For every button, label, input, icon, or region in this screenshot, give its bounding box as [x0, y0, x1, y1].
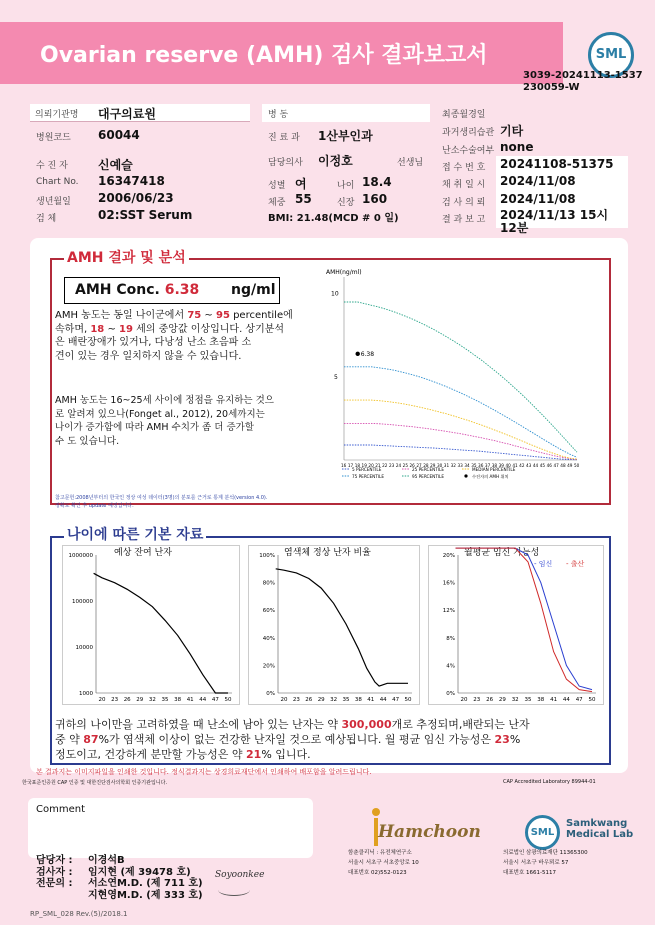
- x-tick-label: 49: [567, 463, 573, 468]
- x-tick-label: 16: [341, 463, 347, 468]
- y-tick-label: 0%: [266, 691, 275, 697]
- chart-frame: [249, 546, 420, 705]
- page-title: Ovarian reserve (AMH) 검사 결과보고서: [40, 43, 488, 68]
- y-tick-label: 12%: [442, 608, 455, 615]
- x-tick-label: 41: [186, 697, 194, 703]
- x-tick-label: 37: [484, 463, 491, 468]
- x-tick-label: 42: [519, 463, 525, 468]
- x-tick-label: 50: [224, 697, 232, 703]
- y-tick-label: 20%: [262, 663, 275, 670]
- x-tick-label: 18: [354, 463, 361, 468]
- footer-cert-right: CAP Accredited Laboratory 89944-01: [503, 779, 596, 785]
- x-tick-label: 32: [450, 463, 456, 468]
- x-tick-label: 25: [402, 463, 409, 468]
- series-line: [344, 423, 577, 459]
- x-tick-label: 20: [280, 697, 288, 703]
- normal-ratio-line: [276, 569, 408, 686]
- x-tick-label: 27: [416, 463, 422, 468]
- info-row-org: 의뢰기관명 대구의료원: [30, 104, 250, 122]
- x-tick-label: 20: [368, 463, 374, 468]
- x-tick-label: 41: [367, 697, 375, 703]
- pregnancy-line: [456, 548, 593, 692]
- chart-title: 월평균 임신 가능성: [464, 548, 540, 558]
- hamchoon-logo: Hamchoon: [378, 822, 481, 842]
- x-tick-label: 44: [532, 463, 539, 468]
- normal-egg-ratio-chart: [248, 545, 420, 705]
- patient-point: [356, 352, 360, 356]
- x-tick-label: 47: [211, 697, 219, 703]
- patient-point-label: 6.38: [360, 350, 375, 358]
- egg-count-line: [94, 573, 228, 693]
- y-tick-label: 60%: [262, 608, 275, 615]
- legend-label: 수진자의 AMH 위치: [472, 474, 509, 479]
- x-tick-label: 26: [305, 697, 313, 703]
- x-tick-label: 29: [317, 697, 325, 703]
- y-tick-label: 1000: [79, 691, 93, 697]
- y-tick-label: 20%: [442, 553, 455, 559]
- x-tick-label: 26: [486, 697, 494, 703]
- amh-analysis-text: AMH 농도는 동일 나이군에서 75 ~ 95 percentile에 속하며, 18 ~ 19 세의 중앙값 이상입니다. 상기분석 은 배란장애가 있거나, 다낭성 난소 초음파 소 견이 있는 경우 일치하지 않을 수 있습니다.: [55, 310, 293, 362]
- y-tick-label: 4%: [446, 663, 455, 670]
- x-tick-label: 31: [443, 463, 450, 468]
- info-col-1: [30, 104, 250, 122]
- y-tick-label: 100%: [259, 553, 275, 559]
- pregnancy-line: [456, 548, 593, 690]
- y-axis-label: AMH(ng/ml): [326, 269, 362, 276]
- egg-count-chart: [62, 545, 240, 705]
- x-tick-label: 29: [430, 463, 436, 468]
- x-tick-label: 38: [354, 697, 362, 703]
- signatures: 담당자 : 이경석B 검사자 : 임지현 (제 39478 호) 전문의 : 서소연M.D. (제 711 호) 지현영M.D. (제 333 호): [36, 855, 203, 901]
- series-line: [344, 367, 577, 458]
- x-tick-label: 24: [395, 463, 402, 468]
- basic-summary-text: 귀하의 나이만을 고려하였을 때 난소에 남아 있는 난자는 약 300,000개로 추정되며,배란되는 난자 중 약 87%가 염색체 이상이 없는 건강한 난자일 것으로 예상됩니다. 월 평균 임신 가능성은 23% 정도이고, 건강하게 분만할 가능성은 약 21% 입니다.: [55, 718, 530, 761]
- legend-label: 75 PERCENTILE: [352, 474, 385, 479]
- x-tick-label: 35: [471, 463, 477, 468]
- x-tick-label: 45: [539, 463, 546, 468]
- x-tick-label: 35: [524, 697, 532, 703]
- form-code: RP_SML_028 Rev.(5)/2018.1: [30, 910, 128, 918]
- x-tick-label: 41: [550, 697, 558, 703]
- sml-address: 의료법인 삼광의료재단 11365300 서울시 서초구 바우뫼로 57 대표번호 1661-5117: [503, 850, 588, 876]
- x-tick-label: 19: [361, 463, 367, 468]
- x-tick-label: 50: [404, 697, 412, 703]
- chart-title: 염색체 정상 난자 비율: [284, 548, 371, 558]
- x-tick-label: 44: [379, 697, 387, 703]
- y-tick-label: 10: [331, 290, 339, 298]
- x-tick-label: 21: [375, 463, 381, 468]
- x-tick-label: 39: [498, 463, 504, 468]
- series-line: [344, 302, 577, 452]
- x-tick-label: 30: [436, 463, 443, 468]
- legend-birth: - 출산: [566, 560, 585, 568]
- x-tick-label: 22: [382, 463, 388, 468]
- x-tick-label: 47: [553, 463, 559, 468]
- y-tick-label: 8%: [446, 635, 455, 642]
- signature-image: Soyoonkee: [215, 870, 265, 880]
- chart-frame: [429, 546, 604, 705]
- legend-label: 25 PERCENTILE: [412, 467, 445, 472]
- legend-label: 95 PERCENTILE: [412, 474, 445, 479]
- x-tick-label: 20: [460, 697, 468, 703]
- x-tick-label: 29: [136, 697, 144, 703]
- x-tick-label: 35: [342, 697, 350, 703]
- x-tick-label: 48: [560, 463, 566, 468]
- y-tick-label: 40%: [262, 635, 275, 642]
- report-number: 3039-20241113-1537 230059-W: [523, 70, 643, 93]
- x-tick-label: 23: [473, 697, 481, 703]
- x-tick-label: 38: [491, 463, 498, 468]
- x-tick-label: 47: [575, 697, 583, 703]
- x-tick-label: 40: [505, 463, 511, 468]
- footer-cert-left: 한국표준인증원 CAP 인증 및 대한진단검사의학회 인증기관입니다.: [22, 780, 168, 786]
- x-tick-label: 44: [562, 697, 570, 703]
- x-tick-label: 26: [409, 463, 415, 468]
- x-tick-label: 23: [111, 697, 119, 703]
- sml-footer-logo: SML: [525, 815, 560, 850]
- amh-section-title: AMH 결과 및 분석: [64, 247, 189, 267]
- x-tick-label: 46: [546, 463, 552, 468]
- x-tick-label: 32: [148, 697, 156, 703]
- y-tick-label: 100000: [72, 599, 93, 605]
- chart-title: 예상 잔여 난자: [114, 548, 172, 558]
- x-tick-label: 26: [123, 697, 131, 703]
- comment-box: Comment: [28, 798, 313, 858]
- warning-text: 본 결과지는 이미지파일을 인쇄한 것입니다. 정식결과지는 상경희료재단에서 인쇄하여 배포함을 알려드립니다.: [36, 768, 372, 776]
- signature-scribble: [218, 884, 250, 896]
- x-tick-label: 47: [392, 697, 400, 703]
- amh-reference-text: AMH 농도는 16~25세 사이에 정점을 유지하는 것으 로 알려져 있으나(Fonget al., 2012), 20세까지는 나이가 증가함에 따라 AMH 수치가 좀 더 증가할 수 도 있습니다.: [55, 395, 274, 447]
- x-tick-label: 32: [511, 697, 519, 703]
- x-tick-label: 33: [457, 463, 463, 468]
- legend-label: MEDIAN PERCENTILE: [472, 467, 516, 472]
- x-tick-label: 29: [498, 697, 506, 703]
- y-tick-label: 1000000: [68, 553, 93, 559]
- x-tick-label: 38: [174, 697, 182, 703]
- amh-note-1: 참고문헌:2008년부터의 한국인 정상 여성 데이터(3명)의 분포를 근거로 통계 분석(version 4.0).: [55, 495, 268, 501]
- amh-conc-box: AMH Conc. 6.38 ng/ml: [64, 277, 280, 304]
- y-tick-label: 80%: [262, 580, 275, 587]
- sml-footer-name: Samkwang Medical Lab: [566, 818, 634, 840]
- x-tick-label: 44: [199, 697, 207, 703]
- x-tick-label: 41: [512, 463, 518, 468]
- legend-swatch: [464, 474, 467, 477]
- x-tick-label: 50: [574, 463, 580, 468]
- x-tick-label: 23: [388, 463, 395, 468]
- x-tick-label: 34: [464, 463, 470, 468]
- amh-percentile-chart: [322, 265, 584, 490]
- pregnancy-chance-chart: [428, 545, 604, 705]
- x-tick-label: 35: [161, 697, 169, 703]
- y-tick-label: 0%: [446, 691, 455, 697]
- hamchoon-address: 함춘클리닉 : 유전체연구소 서울시 서초구 서초중앙로 10 대표번호 02)552-0123: [348, 850, 419, 876]
- x-tick-label: 32: [330, 697, 338, 703]
- x-tick-label: 36: [478, 463, 484, 468]
- y-tick-label: 5: [334, 373, 338, 381]
- amh-note-2: 정확도 확인 후 update 예정입니다.: [55, 503, 134, 509]
- x-tick-label: 17: [347, 463, 354, 468]
- y-tick-label: 10000: [75, 645, 93, 651]
- x-tick-label: 38: [537, 697, 545, 703]
- x-tick-label: 28: [423, 463, 429, 468]
- chart-frame: [63, 546, 240, 705]
- x-tick-label: 20: [98, 697, 106, 703]
- sml-logo: SML: [588, 32, 634, 78]
- series-line: [344, 445, 577, 460]
- basic-section-title: 나이에 따른 기본 자료: [64, 524, 206, 544]
- x-tick-label: 23: [292, 697, 300, 703]
- legend-pregnancy: - 임신: [534, 560, 553, 568]
- y-tick-label: 16%: [442, 580, 455, 587]
- x-tick-label: 50: [588, 697, 596, 703]
- legend-label: 5 PERCENTILE: [352, 467, 382, 472]
- x-tick-label: 43: [526, 463, 532, 468]
